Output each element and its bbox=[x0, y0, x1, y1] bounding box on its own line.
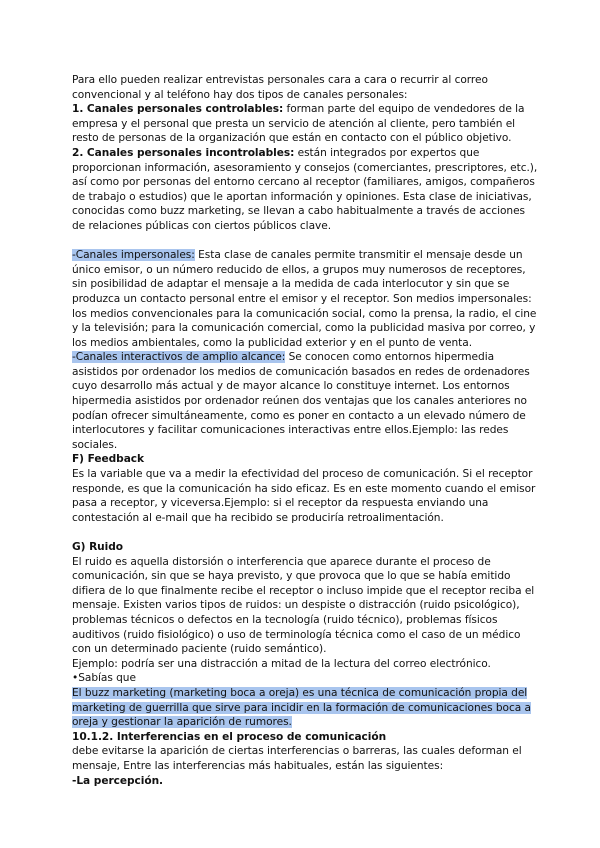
interactive-channels-paragraph bbox=[72, 350, 540, 452]
noise-paragraph: El ruido es aquella distorsión o interferencia que aparece durante el proceso de comunicación, sin que se haya previsto, y que provoca que lo que se había emitido difiera de lo que finalmente recibe el receptor o incluso impide que el receptor reciba el mensaje. Existen varios tipos de ruidos: un despiste o distracción (ruido psicológico), problemas técnicos o defectos en la tecnología (ruido técnico), problemas físicos auditivos (ruido fisiológico) o uso de terminología técnica como el caso de un médico con un determinado paciente (ruido semántico). bbox=[72, 555, 535, 656]
controllable-channels-paragraph bbox=[72, 102, 540, 146]
impersonal-channels-paragraph bbox=[72, 248, 540, 350]
uncontrollable-channels-label: 2. Canales personales incontrolables: bbox=[72, 146, 295, 159]
noise-heading: G) Ruido bbox=[72, 541, 124, 553]
interactive-channels-label: -Canales interactivos de amplio alcance: bbox=[72, 351, 286, 364]
buzz-marketing-note bbox=[72, 686, 540, 730]
did-you-know: •Sabías que bbox=[72, 672, 136, 685]
intro-paragraph: Para ello pueden realizar entrevistas personales cara a cara o recurrir al correo convencional y al teléfono hay dos tipos de canales personales: bbox=[72, 74, 488, 101]
feedback-heading: F) Feedback bbox=[72, 453, 145, 466]
interferences-heading: 10.1.2. Interferencias en el proceso de comunicación bbox=[72, 730, 387, 743]
uncontrollable-channels-paragraph bbox=[72, 146, 540, 234]
controllable-channels-text: forman parte del equipo de vendedores de la empresa y el personal que presta un servicio de atención al cliente, pero también el resto de personas de la organización que están en contacto con el público objetivo. bbox=[72, 103, 525, 145]
buzz-marketing-highlight: El buzz marketing (marketing boca a oreja) es una técnica de comunicación propia del marketing de guerrilla que sirve para incidir en la formación de comunicaciones boca a oreja y gestionar la aparición de rumores. bbox=[72, 686, 531, 729]
perception-item: -La percepción. bbox=[72, 774, 164, 787]
feedback-paragraph: Es la variable que va a medir la efectividad del proceso de comunicación. Si el receptor responde, es que la comunicación ha sido eficaz. Es en este momento cuando el emisor pasa a receptor, y viceversa.Ejemplo: si el receptor da respuesta enviando una contestación al e-mail que ha recibido se produciría retroalimentación. bbox=[72, 468, 536, 524]
uncontrollable-channels-text: están integrados por expertos que proporcionan información, asesoramiento y consejos (comerciantes, prescriptores, etc.), así como por personas del entorno cercano al receptor (familiares, amigos, compañeros de trabajo o estudios) que le aportan información y opiniones. Esta clase de iniciativas, conocidas como buzz marketing, se llevan a cabo habitualmente a través de acciones de relaciones públicas con ciertos públicos clave. bbox=[72, 146, 538, 232]
controllable-channels-label: 1. Canales personales controlables: bbox=[72, 103, 284, 116]
impersonal-channels-label: -Canales impersonales: bbox=[72, 249, 195, 262]
impersonal-channels-text: Esta clase de canales permite transmitir el mensaje desde un único emisor, o un número reducido de ellos, a grupos muy numerosos de receptores, sin posibilidad de adaptar el mensaje a la medida de cada interlocutor y sin que se produzca un contacto personal entre el emisor y el receptor. Son medios impersonales: los medios convencionales para la comunicación social, como la prensa, la radio, el cine y la televisión; para la comunicación comercial, como la publicidad masiva por correo, y los medios ambientales, como la publicidad exterior y en el punto de venta. bbox=[72, 249, 537, 349]
interferences-paragraph: debe evitarse la aparición de ciertas interferencias o barreras, las cuales deforman el mensaje, Entre las interferencias más habituales, están las siguientes: bbox=[72, 745, 522, 772]
noise-example: Ejemplo: podría ser una distracción a mitad de la lectura del correo electrónico. bbox=[72, 657, 491, 670]
interactive-channels-text: Se conocen como entornos hipermedia asistidos por ordenador los medios de comunicación basados en redes de ordenadores cuyo desarrollo más actual y de mayor alcance lo constituye internet. Los entornos hipermedia asistidos por ordenador reúnen dos ventajas que los canales anteriores no podían ofrecer simultáneamente, como es poner en contacto a un elevado número de interlocutores y facilitar comunicaciones interactivas entre ellos.Ejemplo: las redes sociales. bbox=[72, 351, 530, 451]
